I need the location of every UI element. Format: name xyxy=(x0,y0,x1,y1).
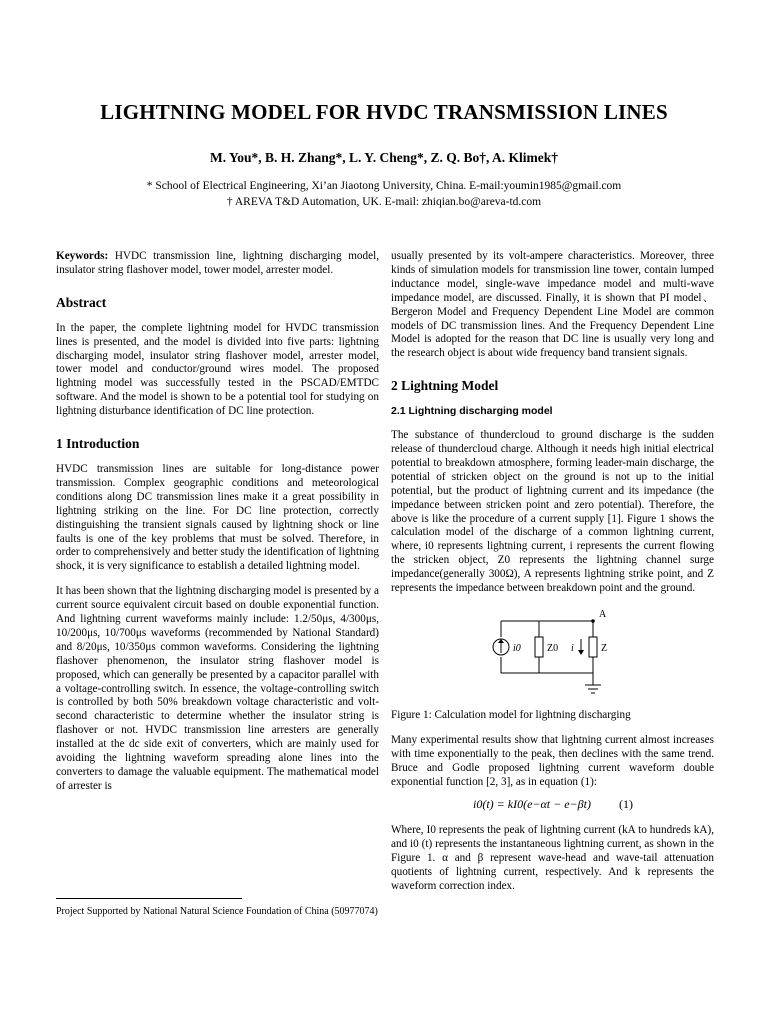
figure-1-caption: Figure 1: Calculation model for lightning discharging xyxy=(391,708,631,721)
label-z0: Z0 xyxy=(547,642,559,654)
current-arrow-head xyxy=(578,650,584,655)
equation-number: (1) xyxy=(619,797,633,812)
right-paragraph-3: Many experimental results show that lightning current almost increases with time exponentially to the peak, then declines with the same trend. Bruce and Godle proposed lightning current waveform double exponential function [2, 3], as in equation (1): xyxy=(391,733,714,788)
keywords-label: Keywords: xyxy=(56,250,109,262)
right-column xyxy=(391,250,714,905)
abstract-heading: Abstract xyxy=(56,294,107,310)
introduction-heading: 1 Introduction xyxy=(56,436,140,452)
right-paragraph-4: Where, I0 represents the peak of lightning current (kA to hundreds kA), and i0 (t) represents the instantaneous lightning current, as shown in the Figure 1. α and β represent wave-head and wave-tail attenuation quotients of lightning current, respectively. And k represents the waveform correction index. xyxy=(391,824,714,893)
z0-resistor xyxy=(535,637,543,657)
intro-paragraph-1: HVDC transmission lines are suitable for long-distance power transmission. Complex geographic conditions and meteorological conditions along DC transmission lines make it a great possibility in lightning striking on the line. For DC line protection, correctly distinguishing the transient signals caused by lightning shock or line faults is one of the key problems that must be solved. Therefore, in order to comprehensively and better study the identification of lightning shock, it is very significance to establish a detailed lightning model. xyxy=(56,462,379,573)
keywords-text: HVDC transmission line, lightning discharging model, insulator string flashover model, tower model, arrester model. xyxy=(56,250,379,276)
author-list: M. You*, B. H. Zhang*, L. Y. Cheng*, Z. Q. Bo†, A. Klimek† xyxy=(209,150,559,165)
z-resistor xyxy=(589,637,597,657)
strike-point-dot xyxy=(591,619,595,623)
equation-1 xyxy=(391,798,714,818)
figure-1-circuit xyxy=(391,607,714,703)
affiliation-2: † AREVA T&D Automation, UK. E-mail: zhiqian.bo@areva-td.com xyxy=(226,196,542,208)
label-i0: i0 xyxy=(513,642,521,654)
footnote: Project Supported by National Natural Science Foundation of China (50977074) xyxy=(56,906,378,917)
footnote-rule xyxy=(56,898,242,899)
left-column xyxy=(56,250,379,805)
paper-title: LIGHTNING MODEL FOR HVDC TRANSMISSION LINES xyxy=(100,100,668,124)
section-2-heading: 2 Lightning Model xyxy=(391,378,499,394)
label-i: i xyxy=(571,642,574,654)
intro-paragraph-2: It has been shown that the lightning discharging model is presented by a current source equivalent circuit based on double exponential function. And lightning current waveforms mainly include: 1.2/50μs, 4/300μs, 10/200μs, 10/700μs waveforms (recommended by National Standard) and 8/20μs, 10/350μs common waveforms. Considering the lightning flashover phenomenon, the insulator string flashover model is proposed, which can generally be presented by a capacitor parallel with a voltage-controlling switch. In essence, the voltage-controlling switch is controlled by both 50% breakdown voltage characteristic and volt-second characteristic to determine whether the insulator string is flashover or not. HVDC transmission line arresters are generally installed at the dc side exit of converters, which are mainly used for avoiding the lightning waveform spreading alone lines into the converters to damage the valuable equipment. The mathematical model of arrester is xyxy=(56,585,379,792)
label-z: Z xyxy=(601,642,608,654)
abstract-text: In the paper, the complete lightning model for HVDC transmission lines is presented, and the model is divided into five parts: lightning discharging model, insulator string flashover model, arrester model, tower model and conductor/ground wires model. The proposed lightning model was successfully tested in the PSCAD/EMTDC software. And the model is shown to be a potential tool for studying on lightning disturbance identification of DC line protection. xyxy=(56,321,379,418)
affiliation-1: * School of Electrical Engineering, Xi’an Jiaotong University, China. E-mail:youmin1985@gmail.com xyxy=(146,180,622,192)
subsection-2-1-heading: 2.1 Lightning discharging model xyxy=(391,405,553,418)
circuit-diagram xyxy=(391,607,714,703)
label-a: A xyxy=(599,608,607,620)
equation-body: i0(t) = kI0(e−αt − e−βt) xyxy=(473,797,591,812)
keywords xyxy=(56,250,379,278)
right-paragraph-2: The substance of thundercloud to ground discharge is the sudden release of thundercloud charge. Although it needs high initial electrical potential to breakdown atmosphere, forming leader-main discharge, the potential of stricken object on the ground is not up to the initial potential, but the product of lightning current and its impedance (the impedance between stricken point and zero potential). Therefore, the above is like the procedure of a current supply [1]. Figure 1 shows the calculation model of the discharge of a common lightning current, where, i0 represents lightning current, i represents the current flowing the stricken object, Z0 represents the lightning channel surge impedance(generally 300Ω), A represents lightning strike point, and Z represents the impedance between breakdown point and the ground. xyxy=(391,429,714,595)
right-paragraph-1: usually presented by its volt-ampere characteristics. Moreover, three kinds of simulation models for transmission line tower, contain lumped inductance model, single-wave impedance model and multi-wave impedance model, are discussed. Finally, it is shown that PI model、Bergeron Model and Frequency Dependent Line Model are common models of DC transmission lines. And the Frequency Dependent Line Model is adopted for the reason that DC line is usually very long and the research object is about wide frequency band transient signals. xyxy=(391,250,714,360)
